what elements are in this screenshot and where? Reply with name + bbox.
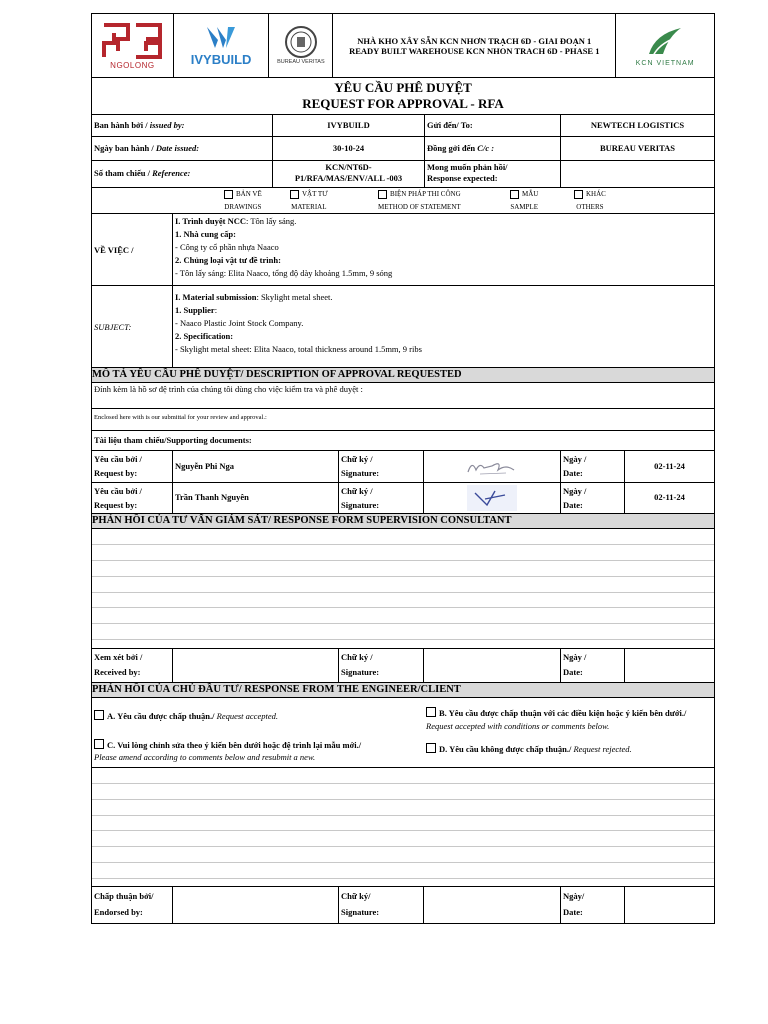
signature-field[interactable] <box>424 649 561 682</box>
signature-1-icon <box>462 456 522 478</box>
date-label: Ngày/ Date: <box>561 887 625 923</box>
option-c[interactable]: C. Vui lòng chỉnh sửa theo ý kiến bên dưới hoặc đệ trình lại mẫu mới./ Please amend according to comments below and resubmit a new. <box>94 740 362 762</box>
request-row-1 <box>92 451 714 483</box>
date-issued-label: Ngày ban hành / Date issued: <box>92 137 273 160</box>
signature-image <box>424 483 561 513</box>
response-expected-value <box>561 161 714 187</box>
option-b[interactable]: B. Yêu cầu được chấp thuận với các điều kiện hoặc ý kiến bên dưới./ Request accepted with conditions or comments below. <box>426 708 687 731</box>
to-label: Gửi đến/ To: <box>425 115 561 136</box>
title-vn: YÊU CẦU PHÊ DUYỆT <box>334 80 472 95</box>
consultant-header: PHẢN HỒI CỦA TƯ VẤN GIÁM SÁT/ RESPONSE FORM SUPERVISION CONSULTANT <box>92 514 714 529</box>
signature-image <box>424 451 561 482</box>
issued-by-row <box>92 115 714 137</box>
received-by-label: Xem xét bởi / Received by: <box>92 649 173 682</box>
subject-en-label: SUBJECT: <box>92 286 173 367</box>
cc-label: Đồng gởi đến C/c : <box>425 137 561 160</box>
issued-by-label: Ban hành bởi / issued by: <box>92 115 273 136</box>
checkbox-icon[interactable] <box>378 190 387 199</box>
signature-2-icon <box>467 485 517 511</box>
type-material[interactable]: VẬT TƯ MATERIAL <box>291 190 328 211</box>
checkbox-icon[interactable] <box>94 739 104 749</box>
submission-type-row <box>92 188 714 214</box>
checkbox-icon[interactable] <box>426 743 436 753</box>
ngolong-logo <box>92 14 174 77</box>
kcn-vietnam-text: KCN VIETNAM <box>635 60 695 67</box>
supporting-docs-label: Tài liệu tham chiếu/Supporting documents: <box>94 435 252 445</box>
kcn-vietnam-logo <box>616 14 714 77</box>
reference-row <box>92 161 714 188</box>
checkbox-icon[interactable] <box>94 710 104 720</box>
signature-label: Chữ ký / Signature: <box>339 483 424 513</box>
request-date: 02-11-24 <box>654 461 685 471</box>
request-by-label: Yêu cầu bởi / Request by: <box>92 483 173 513</box>
client-comment-area[interactable] <box>92 768 714 887</box>
bureau-veritas-seal-icon <box>284 25 318 59</box>
kcn-leaf-icon <box>645 24 685 60</box>
received-by-field[interactable] <box>173 649 339 682</box>
consultant-comment-area[interactable] <box>92 529 714 649</box>
description-vn: Đính kèm là hồ sơ đệ trình của chúng tôi dùng cho việc kiểm tra và phê duyệt : <box>94 384 363 394</box>
checkbox-icon[interactable] <box>574 190 583 199</box>
date-field[interactable] <box>625 649 714 682</box>
description-en: Enclosed here with is our submittal for your review and approval.: <box>94 414 267 421</box>
ivybuild-logo <box>174 14 270 77</box>
ivybuild-text: IVYBUILD <box>190 52 252 67</box>
type-others[interactable]: KHÁC OTHERS <box>574 190 606 211</box>
checkbox-icon[interactable] <box>290 190 299 199</box>
request-row-2 <box>92 483 714 514</box>
option-a[interactable]: A. Yêu cầu được chấp thuận./ Request accepted. <box>94 710 278 721</box>
bureau-veritas-logo <box>269 14 333 77</box>
option-d[interactable]: D. Yêu cầu không được chấp thuận./ Request rejected. <box>426 743 632 754</box>
endorsed-by-field[interactable] <box>173 887 339 923</box>
request-by-name: Trần Thanh Nguyên <box>173 483 339 513</box>
cc-value: BUREAU VERITAS <box>599 143 676 153</box>
date-label: Ngày / Date: <box>561 649 625 682</box>
signature-field[interactable] <box>424 887 561 923</box>
date-issued-value: 30-10-24 <box>273 137 425 160</box>
checkbox-icon[interactable] <box>224 190 233 199</box>
endorsed-by-label: Chấp thuận bởi/ Endorsed by: <box>92 887 173 923</box>
client-options <box>92 698 714 768</box>
project-title-vn: NHÀ KHO XÂY SẴN KCN NHƠN TRẠCH 6D - GIAI ĐOẠN 1 <box>357 35 592 46</box>
subject-en-row <box>92 286 714 368</box>
header-row <box>92 14 714 78</box>
subject-vn-content: I. Trình duyệt NCC: Tôn lấy sáng. 1. Nhà cung cấp: - Công ty cổ phần nhựa Naaco 2. Chủng loại vật tư đề trình: - Tôn lấy sáng: Elita Naaco, tổng độ dày khoảng 1.5mm, 9 sóng <box>175 216 393 278</box>
to-value: NEWTECH LOGISTICS <box>590 120 685 130</box>
request-date: 02-11-24 <box>654 492 685 502</box>
subject-en-content: I. Material submission: Skylight metal sheet. 1. Supplier: - Naaco Plastic Joint Stock Company. 2. Specification: - Skylight metal sheet: Elita Naaco, total thickness around 1.5mm, 9 ribs <box>175 292 422 354</box>
description-vn-row <box>92 383 714 409</box>
date-field[interactable] <box>625 887 714 923</box>
title-en: REQUEST FOR APPROVAL - RFA <box>302 96 504 111</box>
signature-label: Chữ ký/ Signature: <box>339 887 424 923</box>
date-issued-row <box>92 137 714 161</box>
project-title <box>333 14 616 77</box>
ngolong-logo-icon <box>100 21 164 61</box>
response-expected-label: Mong muốn phản hồi/ Response expected: <box>425 161 561 187</box>
endorsed-row <box>92 887 714 923</box>
ngolong-text: NGOLONG <box>110 61 155 70</box>
subject-vn-row <box>92 214 714 286</box>
date-label: Ngày / Date: <box>561 483 625 513</box>
rfa-form <box>91 13 715 924</box>
project-title-en: READY BUILT WAREHOUSE KCN NHON TRACH 6D - PHASE 1 <box>349 45 600 56</box>
request-by-name: Nguyễn Phi Nga <box>173 451 339 482</box>
reference-value: KCN/NT6D- P1/RFA/MAS/ENV/ALL -003 <box>273 161 425 187</box>
title-row <box>92 78 714 115</box>
reference-label: Số tham chiếu / Reference: <box>92 161 273 187</box>
description-header: MÔ TẢ YÊU CẦU PHÊ DUYỆT/ DESCRIPTION OF APPROVAL REQUESTED <box>92 368 714 383</box>
client-header: PHẢN HỒI CỦA CHỦ ĐẦU TƯ/ RESPONSE FROM THE ENGINEER/CLIENT <box>92 683 714 698</box>
subject-vn-label: VỀ VIỆC / <box>92 214 173 285</box>
signature-label: Chữ ký / Signature: <box>339 649 424 682</box>
request-by-label: Yêu cầu bởi / Request by: <box>92 451 173 482</box>
description-en-row <box>92 409 714 431</box>
bv-text: BUREAU VERITAS <box>277 59 325 66</box>
type-method-statement[interactable]: BIỆN PHÁP THI CÔNG METHOD OF STATEMENT <box>378 190 461 211</box>
supporting-docs-row <box>92 431 714 451</box>
issued-by-value: IVYBUILD <box>273 115 425 136</box>
ivybuild-logo-icon <box>204 24 238 52</box>
consultant-received-row <box>92 649 714 683</box>
signature-label: Chữ ký / Signature: <box>339 451 424 482</box>
type-drawings[interactable]: BẢN VẼ DRAWINGS <box>224 190 262 211</box>
checkbox-icon[interactable] <box>510 190 519 199</box>
checkbox-icon[interactable] <box>426 707 436 717</box>
date-label: Ngày / Date: <box>561 451 625 482</box>
type-sample[interactable]: MẪU SAMPLE <box>510 190 539 211</box>
